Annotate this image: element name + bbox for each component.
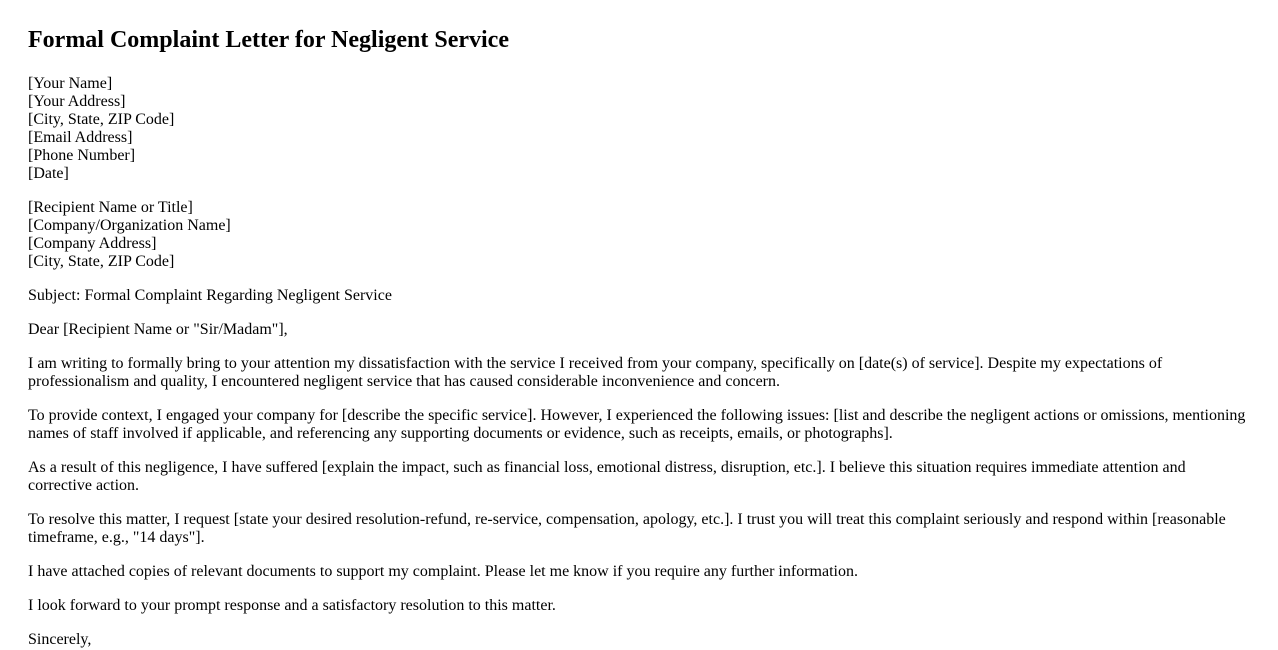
body-paragraph-context: To provide context, I engaged your company for [describe the specific service]. However, I experienced the following issues: [list and describe the negligent actions or omissions, mentioning names of staff involved if applicable, and referencing any supporting documents or evidence, such as receipts, emails, or photographs].: [28, 407, 1246, 442]
subject-line: Subject: Formal Complaint Regarding Negligent Service: [28, 287, 392, 304]
recipient-address-block: [28, 199, 1249, 271]
body-paragraph-outlook: I look forward to your prompt response and a satisfactory resolution to this matter.: [28, 597, 556, 614]
recipient-city-line: [City, State, ZIP Code]: [28, 253, 175, 270]
sender-address-line: [Your Address]: [28, 93, 126, 110]
body-paragraph-resolution: To resolve this matter, I request [state your desired resolution-refund, re-service, compensation, apology, etc.]. I trust you will treat this complaint seriously and respond within [reasonable timeframe, e.g., "14 days"].: [28, 511, 1226, 546]
recipient-address-line: [Company Address]: [28, 235, 157, 252]
body-paragraph-introduction: I am writing to formally bring to your attention my dissatisfaction with the service I received from your company, specifically on [date(s) of service]. Despite my expectations of professionalism and quality, I encountered negligent service that has caused considerable inconvenience and concern.: [28, 355, 1163, 390]
sender-phone-line: [Phone Number]: [28, 147, 136, 164]
sender-email-line: [Email Address]: [28, 129, 133, 146]
closing-line: Sincerely,: [28, 631, 92, 648]
page-title: Formal Complaint Letter for Negligent Service: [28, 27, 509, 53]
body-paragraph-attachments: I have attached copies of relevant documents to support my complaint. Please let me know if you require any further information.: [28, 563, 858, 580]
recipient-name-line: [Recipient Name or Title]: [28, 199, 193, 216]
sender-date-line: [Date]: [28, 165, 69, 182]
salutation: Dear [Recipient Name or "Sir/Madam"],: [28, 321, 288, 338]
sender-address-block: [28, 75, 1249, 183]
sender-name-line: [Your Name]: [28, 75, 113, 92]
body-paragraph-impact: As a result of this negligence, I have suffered [explain the impact, such as financial loss, emotional distress, disruption, etc.]. I believe this situation requires immediate attention and corrective action.: [28, 459, 1186, 494]
sender-city-line: [City, State, ZIP Code]: [28, 111, 175, 128]
recipient-company-line: [Company/Organization Name]: [28, 217, 231, 234]
